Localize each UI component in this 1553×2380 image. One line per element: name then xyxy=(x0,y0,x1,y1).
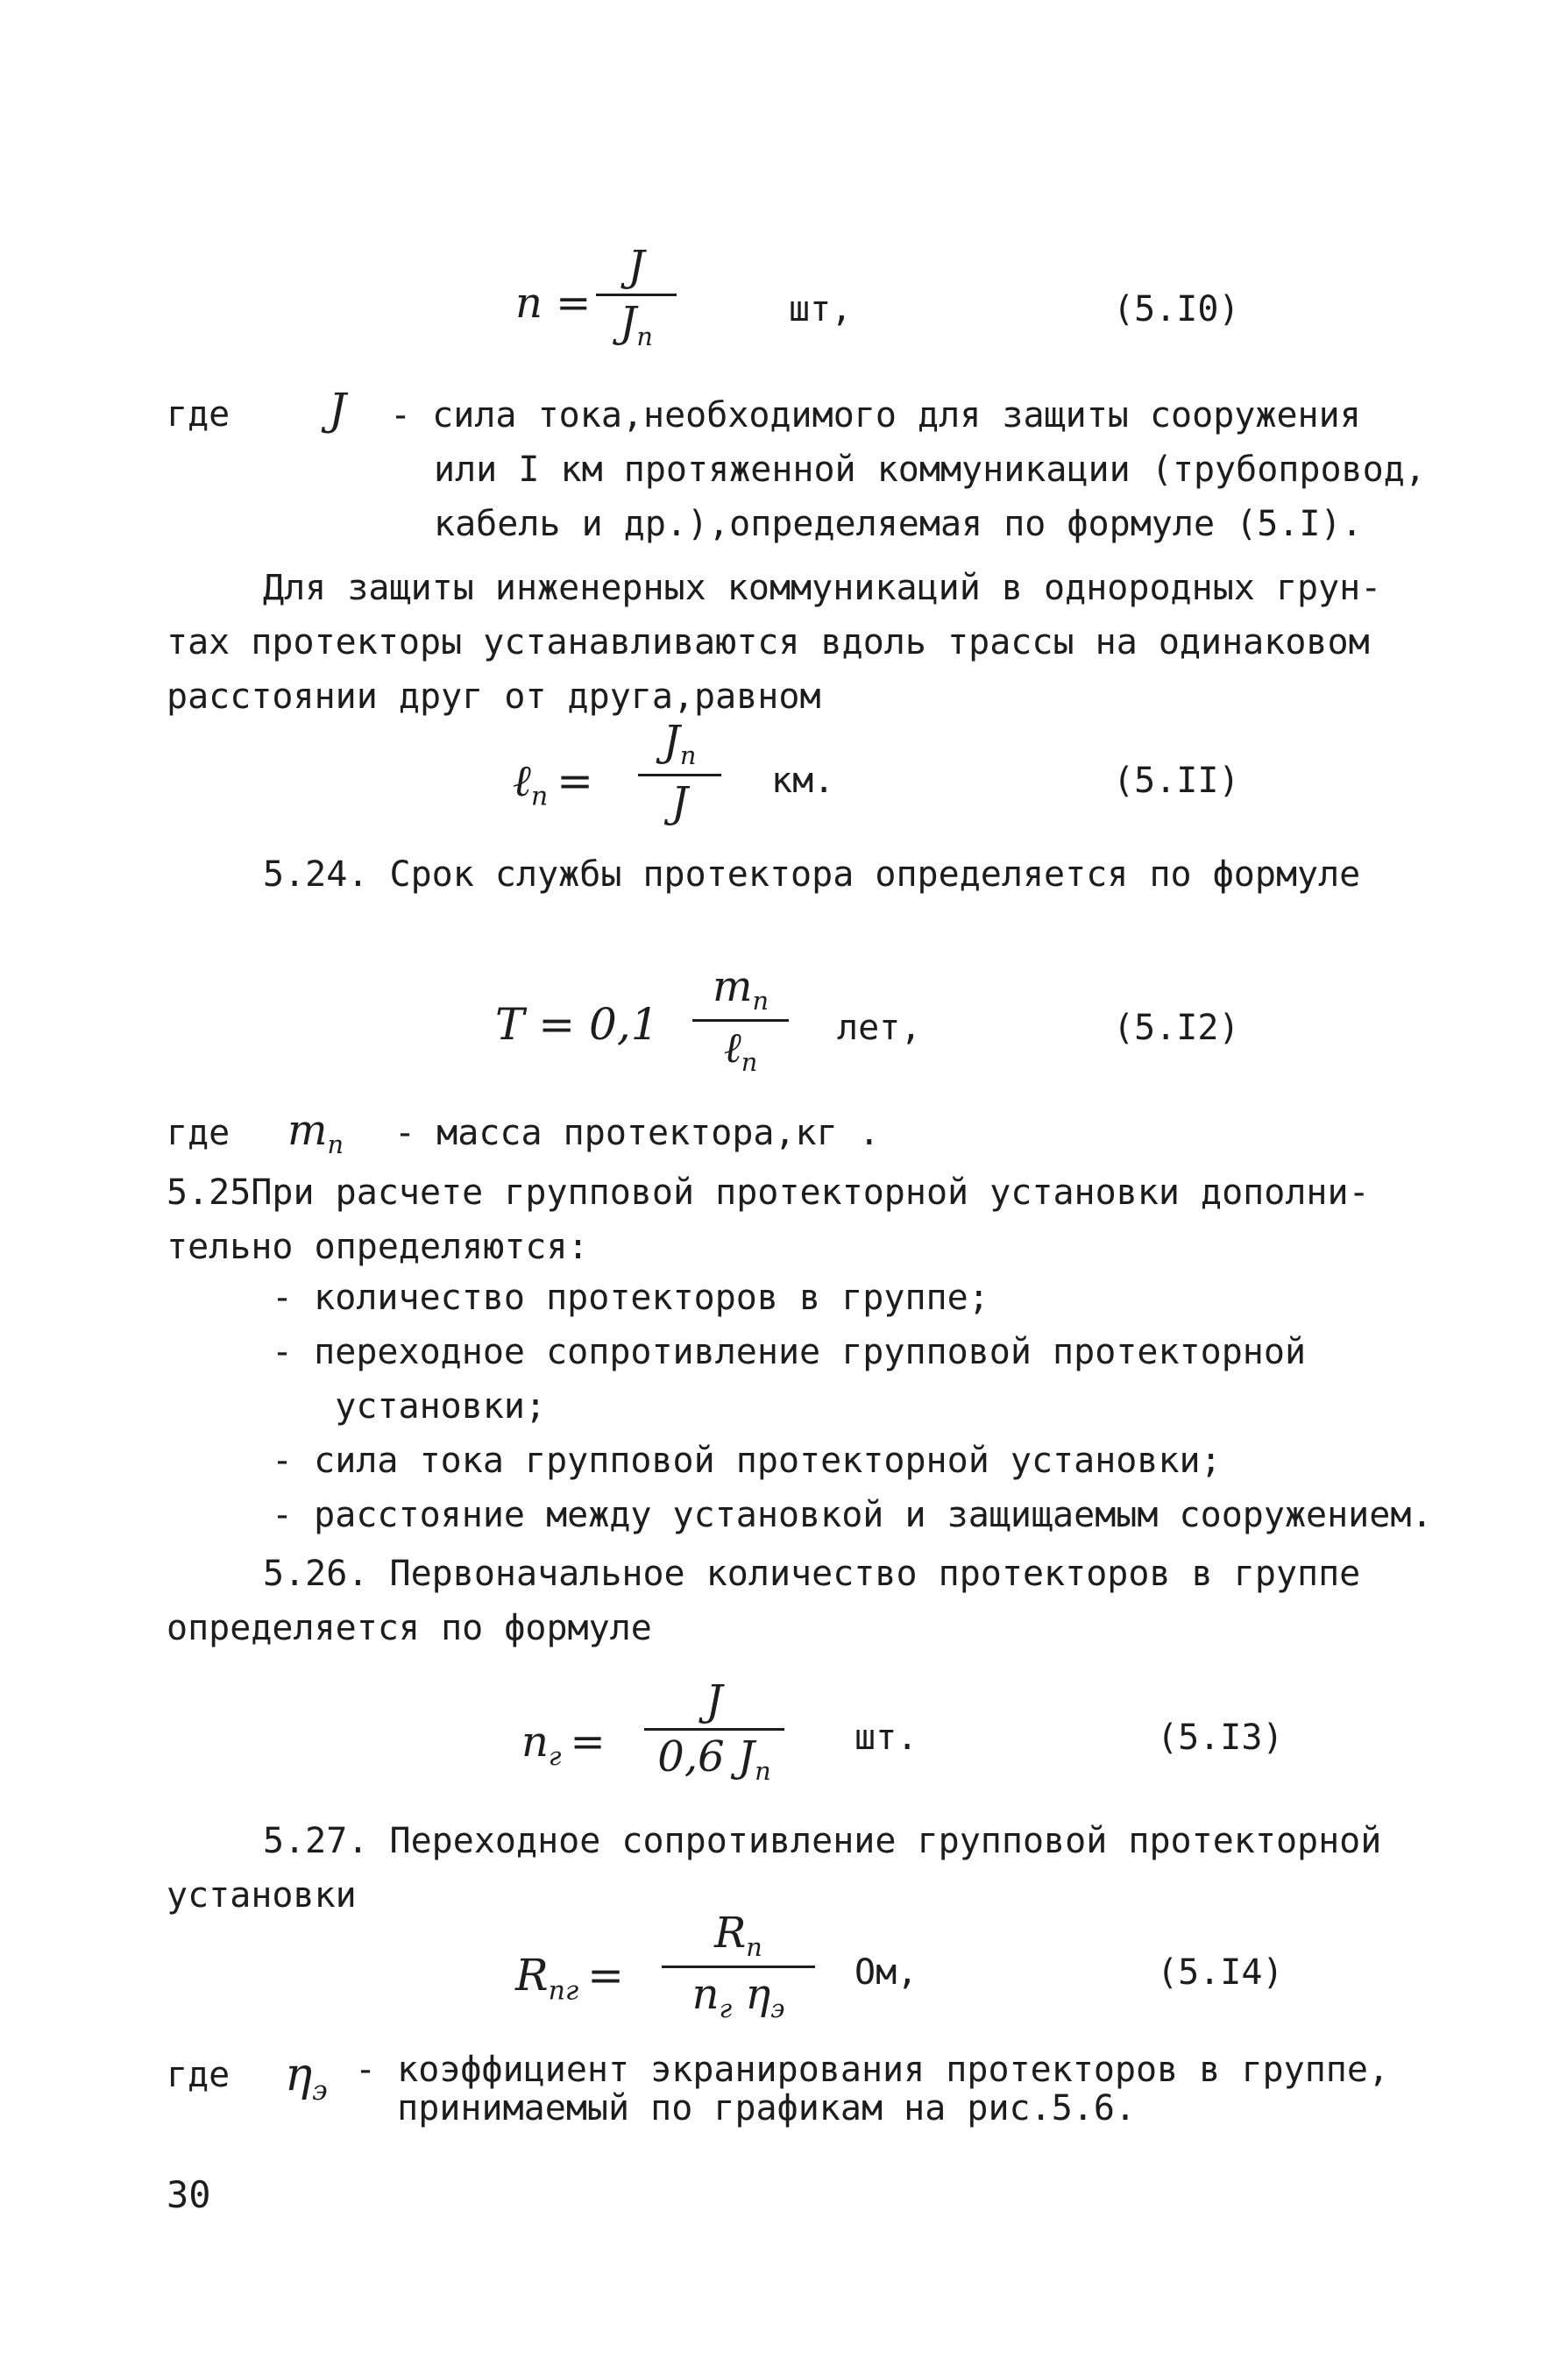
def-eta-line-2: принимаемый по графикам на рис.5.6. xyxy=(355,2088,1137,2129)
formula-5-12-unit: лет, xyxy=(837,1008,922,1048)
formula-5-13-fraction xyxy=(644,1678,784,1786)
def-eta-symbol: $\eta_э$ xyxy=(285,2049,328,2107)
page-number: 30 xyxy=(167,2173,211,2216)
p1-line-3: расстоянии друг от друга,равном xyxy=(167,676,821,717)
list-item: - расстояние между установкой и защищаемым сооружением. xyxy=(272,1495,1433,1535)
p525-line-2: тельно определяются: xyxy=(167,1227,589,1267)
formula-5-12-label: (5.I2) xyxy=(1113,1008,1240,1048)
formula-5-12-fraction xyxy=(692,964,789,1077)
formula-5-12-lhs: T = 0,1 xyxy=(495,999,659,1050)
formula-5-14-numerator: $R_п$ xyxy=(714,1909,762,1963)
where-label-1: где xyxy=(167,394,230,435)
paragraph-5-27 xyxy=(167,1814,1393,1923)
def-eta-text xyxy=(355,2051,1450,2128)
formula-5-10-unit: шт, xyxy=(789,289,853,329)
formula-5-13-numerator: J xyxy=(706,1676,723,1725)
formula-5-10-denominator: $J_п$ xyxy=(620,297,653,351)
formula-5-11-label: (5.II) xyxy=(1113,761,1240,801)
paragraph-5-25 xyxy=(167,1165,1393,1274)
formula-5-13-denominator: 0,6 $J_п$ xyxy=(657,1732,771,1786)
formula-5-12-denominator: ℓ$_п$ xyxy=(723,1023,758,1077)
p525-line-1: 5.25При расчете групповой протекторной установки дополни- xyxy=(167,1172,1370,1213)
def-m-symbol: $m_п$ xyxy=(287,1106,344,1160)
def-j-symbol: J xyxy=(329,384,347,435)
list-item: установки; xyxy=(272,1386,547,1427)
bullet-list xyxy=(272,1271,1433,1542)
def-j-line-1: - сила тока,необходимого для защиты сооружения xyxy=(390,395,1361,436)
formula-5-10-fraction xyxy=(596,244,677,351)
paragraph-infrastructure xyxy=(167,561,1393,724)
p526-line-1: 5.26. Первоначальное количество протекторов в группе xyxy=(263,1554,1361,1594)
formula-5-12-numerator: $m_п$ xyxy=(712,962,769,1016)
formula-5-13-label: (5.I3) xyxy=(1157,1718,1284,1758)
formula-5-14-denominator: $n_г$ $\eta_э$ xyxy=(691,1969,785,2023)
def-j-line-2: или I км протяженной коммуникации (трубопровод, xyxy=(434,450,1426,490)
def-j-text xyxy=(390,388,1426,551)
formula-5-13-unit: шт. xyxy=(855,1718,918,1758)
formula-5-14-label: (5.I4) xyxy=(1157,1952,1284,1993)
paragraph-5-26 xyxy=(167,1547,1393,1655)
p526-line-2: определяется по формуле xyxy=(167,1608,652,1648)
def-m-text: - масса протектора,кг . xyxy=(394,1113,880,1153)
where-label-3: где xyxy=(167,2055,230,2095)
list-item: - количество протекторов в группе; xyxy=(272,1278,989,1318)
list-item: - переходное сопротивление групповой протекторной xyxy=(272,1332,1307,1372)
paragraph-5-24: 5.24. Срок службы протектора определяется по формуле xyxy=(263,854,1361,895)
p527-line-2: установки xyxy=(167,1875,357,1916)
where-label-2: где xyxy=(167,1113,230,1153)
formula-5-11-fraction xyxy=(638,719,721,826)
formula-5-14-fraction xyxy=(662,1910,815,2023)
formula-5-14-lhs: $R_{пг}$ = xyxy=(515,1950,625,2007)
formula-5-10-numerator: J xyxy=(628,242,645,291)
formula-5-11-denominator: J xyxy=(670,777,689,827)
formula-5-11-numerator: $J_п$ xyxy=(663,717,697,771)
formula-5-14-unit: Ом, xyxy=(855,1952,918,1993)
formula-5-10-label: (5.I0) xyxy=(1113,289,1240,329)
def-eta-line-1: - коэффициент экранирования протекторов в группе, xyxy=(355,2050,1390,2090)
p1-line-2: тах протекторы устанавливаются вдоль трассы на одинаковом xyxy=(167,622,1370,662)
list-item: - сила тока групповой протекторной установки; xyxy=(272,1441,1222,1481)
formula-5-11-unit: км. xyxy=(771,761,835,801)
formula-5-11-lhs: ℓ$_п$ = xyxy=(513,755,594,812)
p1-line-1: Для защиты инженерных коммуникаций в однородных грун- xyxy=(263,568,1382,608)
formula-5-10-lhs: n = xyxy=(515,279,592,328)
p527-line-1: 5.27. Переходное сопротивление групповой протекторной xyxy=(263,1821,1382,1861)
def-j-line-3: кабель и др.),определяемая по формуле (5.I). xyxy=(434,504,1363,544)
formula-5-13-lhs: $n_г$ = xyxy=(521,1718,606,1772)
